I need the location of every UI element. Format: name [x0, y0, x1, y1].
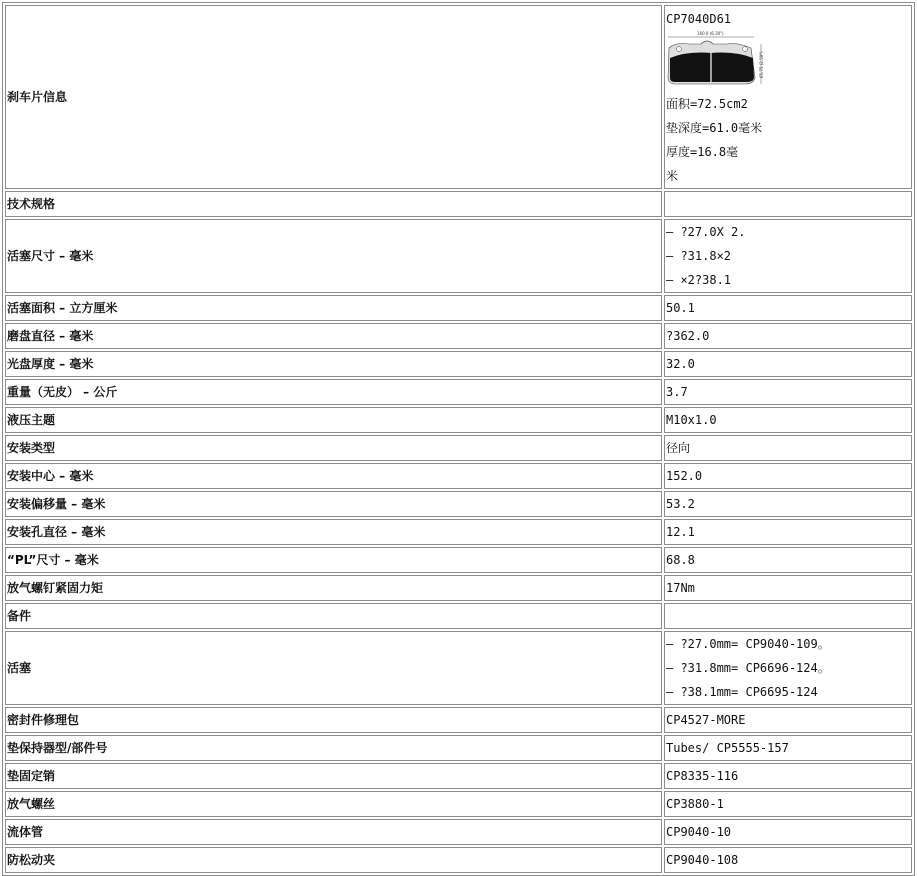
table-row [5, 435, 912, 461]
pad-code: CP7040D61 [666, 12, 732, 26]
row-label: 技术规格 [5, 191, 662, 217]
row-label: 刹车片信息 [5, 5, 662, 189]
table-row [5, 463, 912, 489]
row-label: “PL”尺寸 – 毫米 [5, 547, 662, 573]
row-label: 重量（无皮） – 公斤 [5, 379, 662, 405]
row-label: 光盘厚度 – 毫米 [5, 351, 662, 377]
pad-height-dim: 65.75 (2.59") [759, 51, 764, 78]
table-row [5, 5, 912, 189]
row-label: 垫保持器型/部件号 [5, 735, 662, 761]
table-row [5, 219, 912, 293]
table-row [5, 735, 912, 761]
row-value: 53.2 [664, 491, 912, 517]
row-label: 密封件修理包 [5, 707, 662, 733]
row-value: 68.8 [664, 547, 912, 573]
row-value: 152.0 [664, 463, 912, 489]
row-value: 12.1 [664, 519, 912, 545]
row-value: M10x1.0 [664, 407, 912, 433]
row-label: 安装偏移量 – 毫米 [5, 491, 662, 517]
pad-depth: 垫深度=61.0毫米 [666, 121, 763, 135]
row-value: Tubes/ CP5555-157 [664, 735, 912, 761]
row-label: 活塞 [5, 631, 662, 705]
table-row [5, 491, 912, 517]
table-row [5, 819, 912, 845]
row-value: CP3880-1 [664, 791, 912, 817]
row-label: 活塞面积 – 立方厘米 [5, 295, 662, 321]
table-row [5, 407, 912, 433]
row-value: CP9040-108 [664, 847, 912, 873]
row-label: 活塞尺寸 – 毫米 [5, 219, 662, 293]
table-row [5, 519, 912, 545]
row-label: 垫固定销 [5, 763, 662, 789]
table-row [5, 763, 912, 789]
row-label: 流体管 [5, 819, 662, 845]
pad-thickness-cont: 米 [666, 169, 679, 183]
row-value: – ?27.0X 2. – ?31.8×2 – ×2?38.1 [664, 219, 912, 293]
table-row [5, 323, 912, 349]
table-row [5, 847, 912, 873]
table-row [5, 295, 912, 321]
pad-info-cell [664, 5, 912, 189]
row-label: 放气螺丝 [5, 791, 662, 817]
row-value: – ?27.0mm= CP9040-109。 – ?31.8mm= CP6696-124。 – ?38.1mm= CP6695-124 [664, 631, 912, 705]
row-label: 安装孔直径 – 毫米 [5, 519, 662, 545]
row-label: 备件 [5, 603, 662, 629]
row-label: 放气螺钉紧固力矩 [5, 575, 662, 601]
row-value: 50.1 [664, 295, 912, 321]
table-row [5, 791, 912, 817]
row-value: ?362.0 [664, 323, 912, 349]
row-label: 磨盘直径 – 毫米 [5, 323, 662, 349]
brake-pad-diagram [667, 30, 767, 92]
table-row [5, 575, 912, 601]
table-row [5, 191, 912, 217]
spec-table [2, 2, 915, 876]
row-value [664, 191, 912, 217]
pad-thickness: 厚度=16.8毫 [666, 145, 739, 159]
row-value: 17Nm [664, 575, 912, 601]
row-value [664, 603, 912, 629]
table-row [5, 351, 912, 377]
row-label: 安装类型 [5, 435, 662, 461]
row-label: 防松动夹 [5, 847, 662, 873]
table-row [5, 547, 912, 573]
table-row [5, 603, 912, 629]
row-value: 32.0 [664, 351, 912, 377]
row-value: CP9040-10 [664, 819, 912, 845]
pad-area: 面积=72.5cm2 [666, 97, 748, 111]
table-row [5, 631, 912, 705]
row-label: 液压主题 [5, 407, 662, 433]
table-row [5, 379, 912, 405]
row-value: CP4527-MORE [664, 707, 912, 733]
pad-width-dim: 160.0 (6.30") [697, 31, 724, 36]
row-value: 3.7 [664, 379, 912, 405]
table-row [5, 707, 912, 733]
row-label: 安装中心 – 毫米 [5, 463, 662, 489]
row-value: 径向 [664, 435, 912, 461]
row-value: CP8335-116 [664, 763, 912, 789]
